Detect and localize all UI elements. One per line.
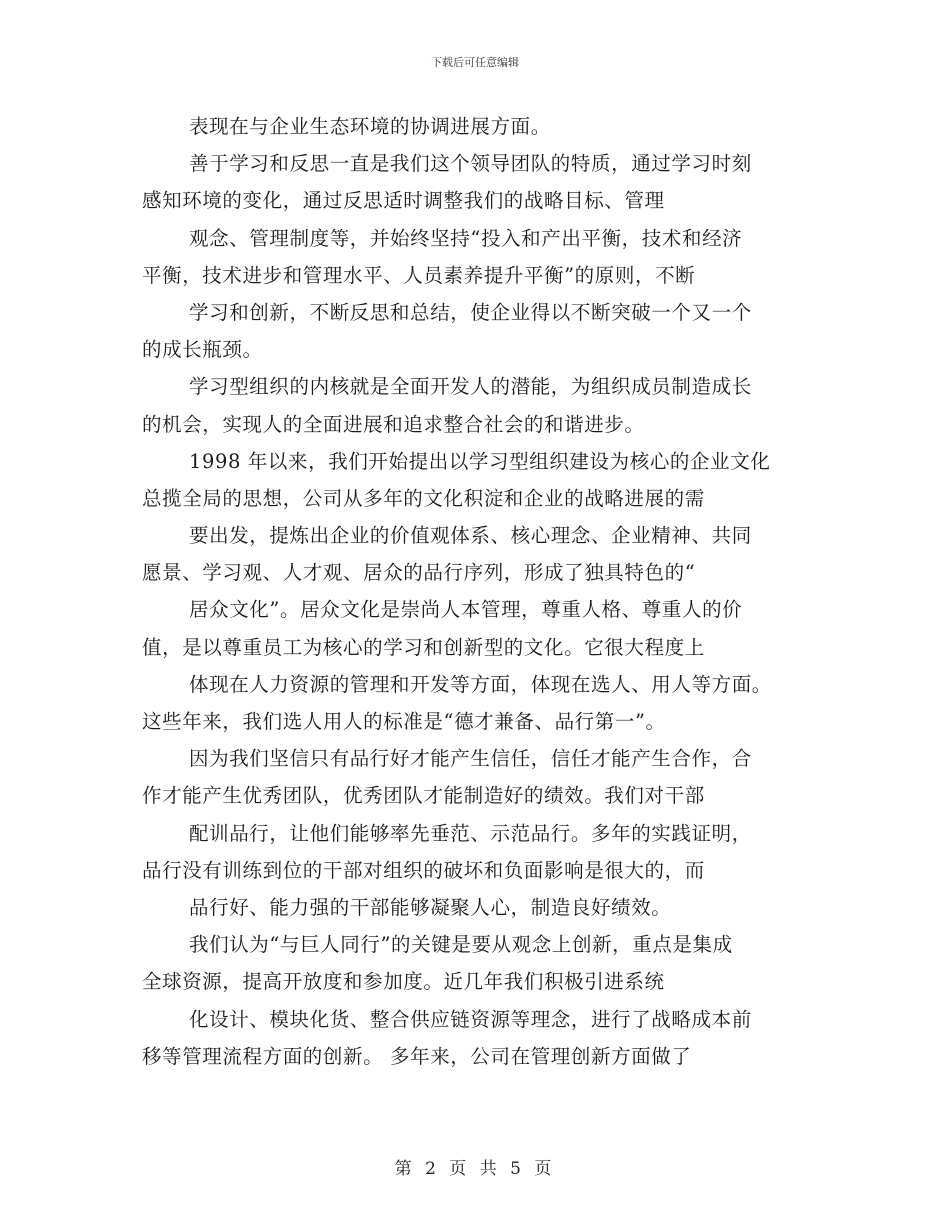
text-line: 愿景、学习观、人才观、居众的品行序列，形成了独具特色的“ bbox=[142, 561, 696, 585]
text-line: 全球资源，提高开放度和参加度。近几年我们积极引进系统 bbox=[142, 970, 665, 994]
text-line: 值，是以尊重员工为核心的学习和创新型的文化。它很大程度上 bbox=[142, 635, 705, 659]
text-line: 化设计、模块化货、整合供应链资源等理念，进行了战略成本前 bbox=[189, 1007, 752, 1031]
text-line: 平衡，技术进步和管理水平、人员素养提升平衡”的原则，不断 bbox=[142, 263, 696, 287]
text-line: 总揽全局的思想，公司从多年的文化积淀和企业的战略进展的需 bbox=[142, 486, 705, 510]
text-line: 我们认为“与巨人同行”的关键是要从观念上创新，重点是集成 bbox=[189, 933, 733, 957]
text-line: 观念、管理制度等，并始终坚持“投入和产出平衡，技术和经济 bbox=[189, 226, 743, 250]
page-header: 下载后可任意编辑 bbox=[431, 56, 519, 69]
text-line: 学习型组织的内核就是全面开发人的潜能，为组织成员制造成长 bbox=[189, 375, 752, 399]
text-line: 1998 年以来，我们开始提出以学习型组织建设为核心的企业文化 bbox=[189, 449, 771, 473]
text-line: 这些年来，我们选人用人的标准是“德才兼备、品行第一”。 bbox=[142, 710, 666, 733]
text-line: 学习和创新，不断反思和总结，使企业得以不断突破一个又一个 bbox=[189, 300, 752, 324]
text-line: 要出发，提炼出企业的价值观体系、核心理念、企业精神、共同 bbox=[189, 524, 752, 548]
text-line: 表现在与企业生态环境的协调进展方面。 bbox=[189, 115, 551, 138]
text-line: 感知环境的变化，通过反思适时调整我们的战略目标、管理 bbox=[142, 189, 665, 213]
text-line: 移等管理流程方面的创新。 多年来，公司在管理创新方面做了 bbox=[142, 1044, 692, 1068]
document-body bbox=[142, 108, 812, 1075]
text-line: 的机会，实现人的全面进展和追求整合社会的和谐进步。 bbox=[142, 412, 645, 436]
text-line: 的成长瓶颈。 bbox=[142, 338, 263, 362]
page-number-footer: 第 2 页 共 5 页 bbox=[394, 1159, 556, 1179]
text-line: 配训品行，让他们能够率先垂范、示范品行。多年的实践证明， bbox=[189, 821, 752, 845]
text-line: 体现在人力资源的管理和开发等方面，体现在选人、用人等方面。 bbox=[189, 672, 772, 696]
text-line: 居众文化”。居众文化是崇尚人本管理，尊重人格、尊重人的价 bbox=[189, 598, 743, 622]
text-line: 作才能产生优秀团队，优秀团队才能制造好的绩效。我们对干部 bbox=[142, 784, 705, 808]
text-line: 善于学习和反思一直是我们这个领导团队的特质，通过学习时刻 bbox=[189, 152, 752, 176]
text-line: 品行没有训练到位的干部对组织的破坏和负面影响是很大的，而 bbox=[142, 858, 705, 882]
text-line: 因为我们坚信只有品行好才能产生信任，信任才能产生合作，合 bbox=[189, 747, 752, 771]
text-line: 品行好、能力强的干部能够凝聚人心，制造良好绩效。 bbox=[189, 895, 672, 919]
